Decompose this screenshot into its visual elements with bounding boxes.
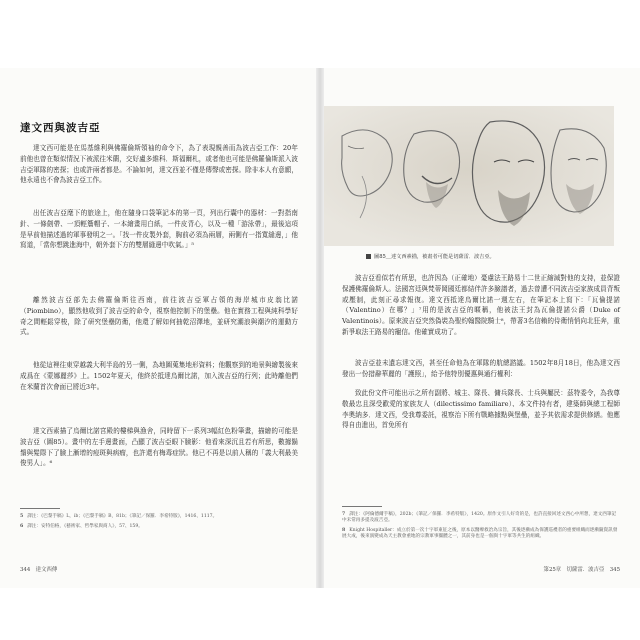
footnote-text: 譯注：安特伯格，《藝術家、哲學家與商人》，57、159。 xyxy=(27,524,143,529)
body-paragraph: 達文西素描了烏爾比諾宮殿的樓梯與漁舍，同時留下一系列3幅紅色粉筆畫，描繪的可能是波吉亞（圖85）。畫中的左手邊畫面，凸顯了波吉亞眼下臉影：他看來深沉且若有所思，數據鬍鬚與髮際下了臉上漸增的痘斑與病瘤，也許還有梅毒症狀。他已不再是以前人稱的「義大利最美俊男人」。⁶ xyxy=(20,427,298,468)
body-paragraph: 波吉亞並未遺忘達文西，甚至任命他為在軍隊的航總諮議。1502年8月18日，他為達文西發出一份措辭華麗的「護照」，給予他特別優惠與通行權利： xyxy=(342,359,620,378)
footnote-number: 8 xyxy=(342,528,346,533)
book-gutter xyxy=(316,68,324,588)
page-folio: 344 達文西傳 xyxy=(20,567,58,573)
chalk-heads-sketch-icon xyxy=(322,106,614,246)
footnote xyxy=(20,524,298,530)
sketch-figure xyxy=(322,106,614,246)
body-paragraph: 波吉亞看似若有所思，也許因為（正確地）憂慮法王路易十二世正縮減對他的支持，並保證保護佛羅倫斯人。法國宮廷與梵蒂岡國廷都結伴許多臉譜者，過去曾遭不同波吉亞家族成員背叛或壓制，此刻正尋求報復。達文西抵達烏爾比諾一週左右，在筆記本上寫下：「瓦倫提諾（Valentino）在哪？」⁷用的是波吉亞的暱稱，他被法王封為瓦倫提諾公爵（Duke of Valentinois）。原來波吉亞突然偽裝為聖約翰醫院騎士⁸，帶著3名信賴的侍衛悄悄向北狂奔，重新爭取法王路易的寵信。他確實成功了。 xyxy=(342,274,620,336)
footnote xyxy=(342,512,620,525)
footnote-rule xyxy=(20,508,60,509)
caption-marker-icon xyxy=(366,254,371,259)
footnote-number: 6 xyxy=(20,524,24,529)
footnote xyxy=(342,528,620,541)
footnote-text: 譯注：《阿倫德爾手稿》，202b；《筆記／保羅．李希特版》，1420。原作文引人好奇的是，也許直接回述文西心中所想，達文西筆記中未常再多提及波吉亞。 xyxy=(342,512,617,524)
footnote-text: Knight Hospitaller：成立於第一次十字軍東征之後，原本以醫療救治為宗旨，其後逐漸成為保護巡禮者的重要組織而逐漸隨資訊發展大成，後來演變成為天主教會重地的宗教軍事團體之一，其前身也是一個與十字軍等共生的組織。 xyxy=(342,528,618,540)
footnote-rule xyxy=(342,506,382,507)
body-paragraph: 達文西可能是在馬基維利與佛羅倫斯領袖的命令下，為了表現親善而為波吉亞工作：20年前他也曾在類似情況下被派往米蘭，交好盧多維科．斯福爾札，或者他也可能是佛羅倫斯派入波吉亞軍隊的密探；也或許兩者都是。不論如何，達文西並不僅是傳聲或密探。除非本人有意願，他永遠也不會為波吉亞工作。 xyxy=(20,144,298,185)
figure-caption xyxy=(366,253,495,260)
footnote-number: 7 xyxy=(342,512,346,517)
page-folio: 第25章 切薩雷．波吉亞 345 xyxy=(543,567,620,573)
footnote-text: 譯注：《巴黎手稿》L，ib；《巴黎手稿》B，81b；《筆記／保羅．李希特版》，1416、1117。 xyxy=(27,514,218,519)
footnote xyxy=(20,514,298,520)
body-paragraph: 他從這裡往東穿越義大利半島的另一側，為地圖蒐集地形資料；他觀察到的地景與繪製後來成爲在《蒙娜麗莎》上。1502年夏天，他終於抵達烏爾比諾，加入波吉亞的行列；此時離他們在米蘭首次會面已將近3年。 xyxy=(20,361,298,391)
figure-caption-text: 圖85＿達文西素描，被畫者可能是切薩雷．波吉亞。 xyxy=(374,254,495,260)
body-paragraph: 離然波吉亞部先去佛羅倫斯往西南，前往波吉亞軍占領的海岸城市皮翁比諾（Piombino），顯然他收到了波吉亞的命令，視察他控制下的堡壘。他在實務工程與純科學好奇之間輕鬆穿梭，除了研究堡壘防衛，他還了解如何抽乾沼澤地，並研究潮浪與潮汐的運動方式。 xyxy=(20,296,298,337)
body-paragraph: 出任波吉亞麾下的旅途上，他在隨身口袋筆記本的第一頁，列出行囊中的器材：一對指南針、一條劍帶、一頂輕簷帽子、一本繪畫用白紙，一件皮背心，以及一種「游泳帶」，最後這項是早前他描述過的軍事發明之一。「找一件皮製外套，胸前必須為兩層，兩側有一指寬縫邊，」他寫道，「當你想跳進海中，朝外套下方的雙層縫邊中吹氣。」⁵ xyxy=(20,209,298,250)
left-page xyxy=(0,68,318,588)
footnote-number: 5 xyxy=(20,514,24,519)
block-quote-paragraph: 致此份文件可能出示之所有副將、城主、隊長、傭兵隊長、士兵與屬民：茲特委令，為我尊敬最忠且深受歡愛的家族友人（dilectissimo familiare）、本文件持有者，建築師與總工程師李奧納多．達文西，受我尊委託，視察治下所有戰略據點與堡壘，並予其依需求提供修繕。他應得自由進出，首免所有 xyxy=(342,389,620,430)
chapter-section-heading: 達文西與波吉亞 xyxy=(20,122,101,134)
right-page xyxy=(322,68,640,588)
